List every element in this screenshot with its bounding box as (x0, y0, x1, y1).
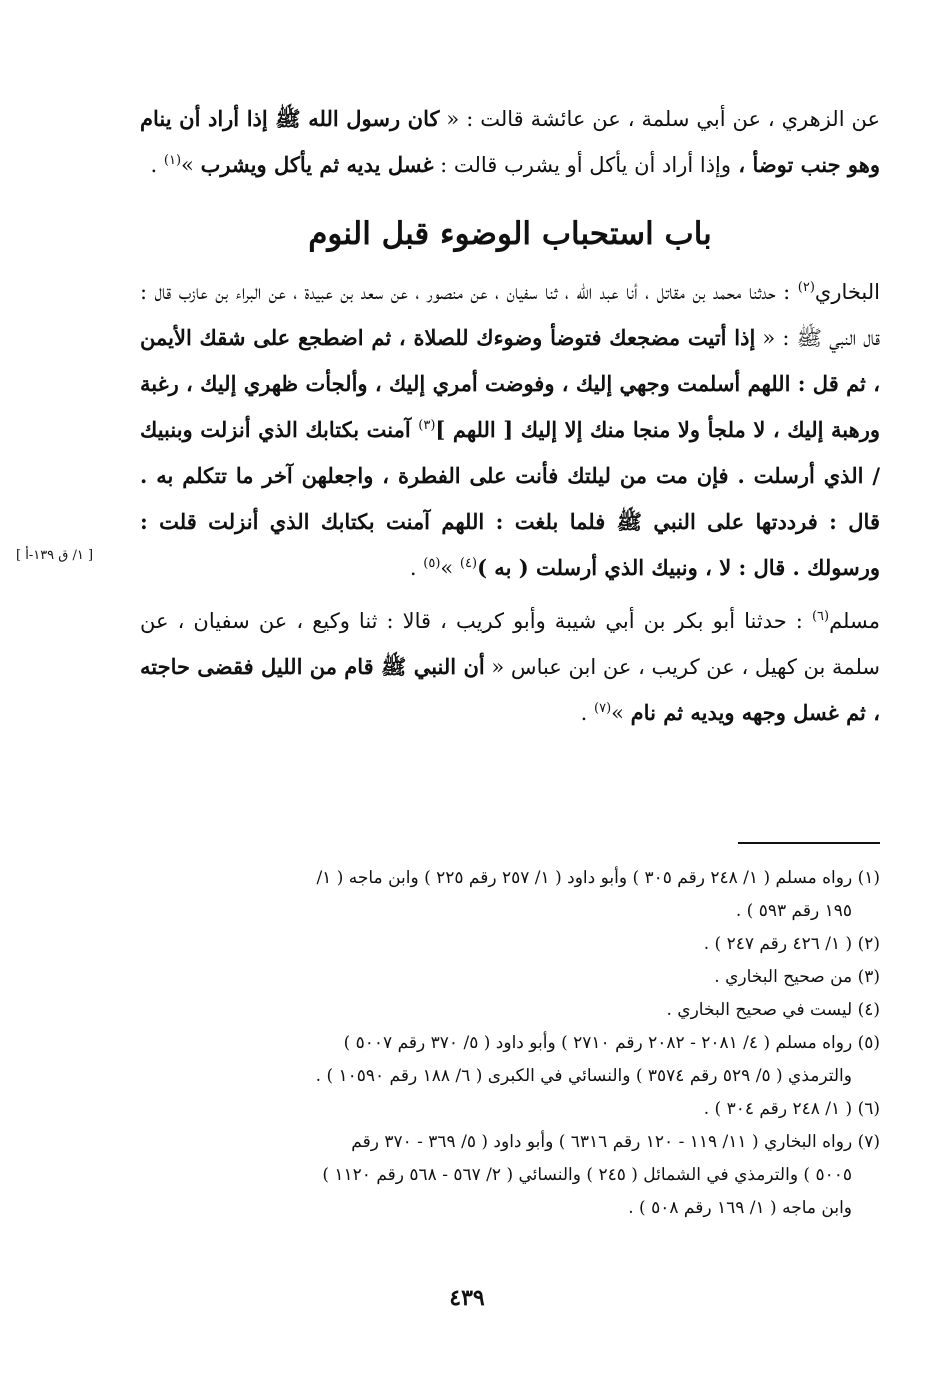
opening-quote-close: » (181, 153, 201, 177)
footnote-ref-5[interactable]: (٥) (423, 556, 441, 571)
footnote-5 (140, 1027, 880, 1093)
opening-isnad: عن الزهري ، عن أبي سلمة ، عن عائشة قالت : « (439, 107, 880, 131)
footnote-number: (٦) (857, 1099, 880, 1119)
footnote-text: من صحيح البخاري . (714, 967, 853, 987)
page-number: ٤٣٩ (449, 1285, 485, 1311)
muslim-quote-close: » (611, 701, 631, 725)
footnote-ref-2[interactable]: (٢) (797, 280, 815, 295)
bukhari-end: . (409, 556, 424, 580)
footnote-2 (140, 928, 880, 961)
footnote-6 (140, 1093, 880, 1126)
muslim-end: . (580, 701, 594, 725)
footnote-text: رواه مسلم ( ٤/ ٢٠٨١ - ٢٠٨٢ رقم ٢٧١٠ ) وأبو داود ( ٥/ ٣٧٠ رقم ٥٠٠٧ ) (343, 1033, 853, 1053)
footnote-text: رواه مسلم ( ١/ ٢٤٨ رقم ٣٠٥ ) وأبو داود ( ١/ ٢٥٧ رقم ٢٢٥ ) وابن ماجه ( ١/ (316, 868, 853, 888)
footnote-number: (٢) (857, 934, 880, 954)
bukhari-name: البخاري (814, 280, 880, 304)
footnote-text-continued: والترمذي ( ٥/ ٥٢٩ رقم ٣٥٧٤ ) والنسائي في الكبرى ( ٦/ ١٨٨ رقم ١٠٥٩٠ ) . (315, 1066, 852, 1086)
footnote-text: ليست في صحيح البخاري . (666, 1000, 853, 1020)
footnote-number: (٣) (857, 967, 880, 987)
footnote-number: (١) (857, 868, 880, 888)
footnote-ref-1[interactable]: (١) (163, 153, 182, 168)
chapter-title: باب استحباب الوضوء قبل النوم (308, 216, 712, 252)
bukhari-quote-close: » (440, 556, 460, 580)
footnote-4 (140, 994, 880, 1027)
opening-end: . (150, 153, 164, 177)
footnotes (140, 862, 880, 1225)
footnote-ref-6[interactable]: (٦) (811, 609, 830, 624)
footnote-text-continued: وابن ماجه ( ١/ ١٦٩ رقم ٥٠٨ ) . (628, 1198, 852, 1218)
footnote-number: (٥) (857, 1033, 880, 1053)
footnote-text: ( ١/ ٢٤٨ رقم ٣٠٤ ) . (703, 1099, 853, 1119)
bukhari-paragraph (140, 270, 880, 591)
footnote-text: رواه البخاري ( ١١/ ١١٩ - ١٢٠ رقم ٦٣١٦ ) وأبو داود ( ٥/ ٣٦٩ - ٣٧٠ رقم (351, 1132, 853, 1152)
footnote-number: (٧) (857, 1132, 880, 1152)
footnote-divider (738, 842, 880, 844)
footnote-number: (٤) (857, 1000, 880, 1020)
manuscript-folio-marker: [ ١/ ق ١٣٩-أ ] (16, 548, 94, 563)
muslim-paragraph (140, 599, 880, 736)
footnote-text-continued: ٥٠٠٥ ) والترمذي في الشمائل ( ٢٤٥ ) والنسائي ( ٢/ ٥٦٧ - ٥٦٨ رقم ١١٢٠ ) (322, 1165, 852, 1185)
muslim-hadith-text: أن النبي ﷺ قام من الليل فقضى حاجته ، ثم غسل وجهه ويديه ثم نام (140, 654, 880, 725)
opening-hadith-text-1: كان رسول الله ﷺ إذا أراد أن ينام وهو جنب توضأ ، (140, 106, 880, 177)
footnote-text-continued: ١٩٥ رقم ٥٩٣ ) . (735, 901, 852, 921)
footnote-text: ( ١/ ٤٢٦ رقم ٢٤٧ ) . (703, 934, 853, 954)
muslim-isnad: : حدثنا أبو بكر بن أبي شيبة وأبو كريب ، قالا : ثنا وكيع ، عن سفيان ، عن سلمة بن كهيل ، عن كريب ، عن ابن عباس « (140, 609, 880, 679)
footnote-3 (140, 961, 880, 994)
opening-paragraph (140, 96, 880, 188)
footnote-ref-7[interactable]: (٧) (594, 701, 612, 716)
footnote-1 (140, 862, 880, 928)
footnote-7 (140, 1126, 880, 1225)
muslim-name: مسلم (829, 609, 880, 633)
main-text (140, 96, 880, 736)
paragraph-gap (140, 591, 880, 599)
bukhari-isnad: : حدثنا محمد بن مقاتل ، أنا عبد الله ، ثنا سفيان ، عن منصور ، عن سعد بن عبيدة ، عن البراء بن عازب قال : قال النبي ﷺ : « (140, 280, 880, 350)
opening-narration: وإذا أراد أن يأكل أو يشرب قالت : (433, 153, 732, 177)
footnote-ref-3[interactable]: (٣) (418, 418, 436, 433)
opening-hadith-text-2: غسل يديه ثم يأكل ويشرب (200, 152, 434, 177)
footnote-ref-4[interactable]: (٤) (459, 556, 478, 571)
bukhari-hadith-text-1: إذا أتيت مضجعك فتوضأ وضوءك للصلاة ، ثم اضطجع على شقك الأيمن ، ثم قل : اللهم أسلمت وجهي إليك ، وفوضت أمري إليك ، وألجأت ظهري إليك ، رغبة ورهبة إليك ، لا ملجأ ولا منجا منك إلا إليك [ اللهم ] (140, 325, 880, 442)
bukhari-hadith-text-2: آمنت بكتابك الذي أنزلت وبنبيك / الذي أرسلت . فإن مت من ليلتك فأنت على الفطرة ، واجعلهن آخر ما تتكلم به . قال : فرددتها على النبي ﷺ فلما بلغت : اللهم آمنت بكتابك الذي أنزلت قلت : ورسولك . قال : لا ، ونبيك الذي أرسلت ( به ) (140, 417, 880, 580)
